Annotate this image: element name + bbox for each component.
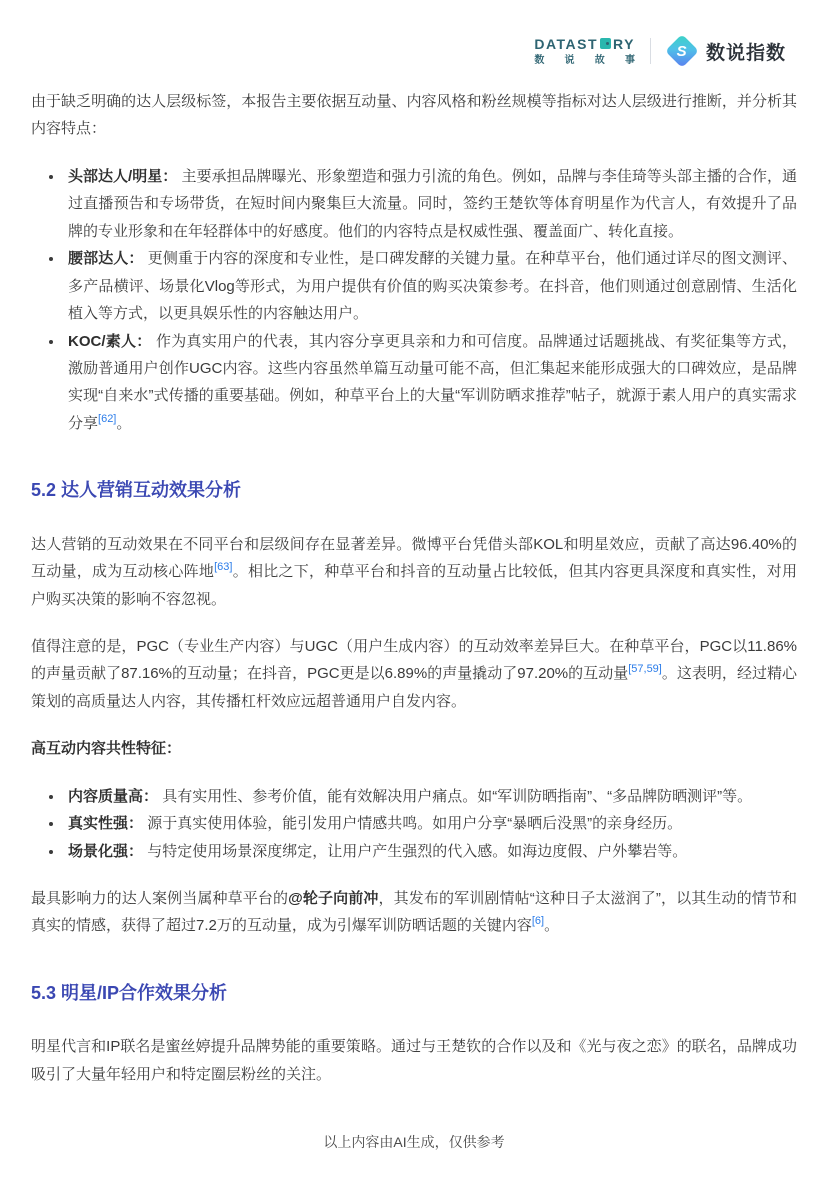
intro-paragraph: 由于缺乏明确的达人层级标签，本报告主要依据互动量、内容风格和粉丝规模等指标对达人层级进行推断，并分析其内容特点： (31, 93, 797, 138)
list-item-top-tier (64, 163, 797, 245)
citation-link-6[interactable]: [6] (531, 915, 545, 928)
datastory-cn-char: 数 (534, 54, 545, 66)
datastory-cn-char: 故 (594, 54, 605, 66)
paragraph-interaction-overview: 达人营销的互动效果在不同平台和层级间存在显著差异。微博平台凭借头部KOL和明星效应，贡献了高达96.40%的互动量，成为互动核心阵地[63]。相比之下，种草平台和抖音的互动量占比较低，但其内容更具深度和真实性，对用户购买决策的影响不容忽视。 (31, 535, 797, 608)
paragraph-pgc-ugc: 值得注意的是，PGC（专业生产内容）与UGC（用户生成内容）的互动效率差异巨大。在种草平台，PGC以11.86%的声量贡献了87.16%的互动量；在抖音，PGC更是以6.89%的声量撬动了97.20%的互动量[57,59]。这表明，经过精心策划的高质量达人内容，其传播杠杆效应远超普通用户自发内容。 (31, 637, 797, 710)
datastory-cn-char: 事 (624, 54, 635, 66)
talent-tier-list (31, 163, 797, 437)
tier-label: 头部达人/明星： (68, 167, 178, 185)
list-item-quality (64, 783, 797, 810)
trait-label: 内容质量高： (68, 787, 159, 805)
influencer-handle: @轮子向前冲 (288, 890, 379, 908)
trait-body: 与特定使用场景深度绑定，让用户产生强烈的代入感。如海边度假、户外攀岩等。 (147, 842, 688, 860)
datastory-cn-name (534, 56, 635, 66)
trait-label: 真实性强： (68, 815, 144, 833)
datastory-wordmark (534, 37, 635, 51)
shushuo-index-icon: S (665, 34, 699, 68)
tier-label: KOC/素人： (68, 332, 152, 350)
list-item-koc-tier (64, 328, 797, 438)
tier-body-tail: 。 (116, 414, 132, 432)
tier-body: 更侧重于内容的深度和专业性，是口碑发酵的关键力量。在种草平台，他们通过详尽的图文测评、多产品横评、场景化Vlog等形式，为用户提供有价值的购买决策参考。在抖音，他们则通过创意剧情、生活化植入等方式，以更具娱乐性的内容触达用户。 (68, 250, 797, 323)
trait-body: 具有实用性、参考价值，能有效解决用户痛点。如“军训防晒指南”、“多品牌防晒测评”等。 (162, 787, 753, 805)
ai-disclaimer: 以上内容由AI生成，仅供参考 (323, 1134, 505, 1151)
shushuo-index-logo (666, 35, 786, 67)
paragraph-celebrity-ip: 明星代言和IP联名是蜜丝婷提升品牌势能的重要策略。通过与王楚钦的合作以及和《光与夜之恋》的联名，品牌成功吸引了大量年轻用户和特定圈层粉丝的关注。 (31, 1038, 797, 1083)
datastory-word-part1: DATAST (534, 35, 599, 52)
datastory-o-icon (600, 38, 611, 49)
page-header (0, 0, 828, 72)
traits-heading: 高互动内容共性特征： (31, 740, 182, 758)
citation-link-63[interactable]: [63] (214, 561, 233, 574)
tier-body: 作为真实用户的代表，其内容分享更具亲和力和可信度。品牌通过话题挑战、有奖征集等方式，激励普通用户创作UGC内容。这些内容虽然单篇互动量可能不高，但汇集起来能形成强大的口碑效应，是品牌实现“自来水”式传播的重要基础。例如，种草平台上的大量“军训防晒求推荐”帖子，就源于素人用户的真实需求分享 (68, 332, 797, 432)
datastory-cn-char: 说 (564, 54, 575, 66)
trait-body: 源于真实使用体验，能引发用户情感共鸣。如用户分享“暴晒后没黑”的亲身经历。 (147, 815, 683, 833)
list-item-authenticity (64, 810, 797, 837)
tier-label: 腰部达人： (68, 250, 144, 268)
header-divider (650, 38, 651, 64)
citation-link-62[interactable]: [62] (98, 412, 117, 425)
list-item-scenario (64, 838, 797, 865)
section-title-5-3: 5.3 明星/IP合作效果分析 (31, 982, 228, 1003)
citation-link-57-59[interactable]: [57,59] (628, 663, 662, 676)
shushuo-index-logo-text: 数说指数 (705, 42, 786, 64)
traits-list (31, 783, 797, 865)
section-title-5-2: 5.2 达人营销互动效果分析 (31, 480, 242, 501)
paragraph-case-study: 最具影响力的达人案例当属种草平台的@轮子向前冲，其发布的军训剧情帖“这种日子太滋润了”，以其生动的情节和真实的情感，获得了超过7.2万的互动量，成为引爆军训防晒话题的关键内容[6]。 (31, 890, 797, 935)
list-item-mid-tier (64, 245, 797, 327)
trait-label: 场景化强： (68, 842, 144, 860)
datastory-logo (534, 37, 635, 66)
tier-body: 主要承担品牌曝光、形象塑造和强力引流的角色。例如，品牌与李佳琦等头部主播的合作，通过直播预告和专场带货，在短时间内聚集巨大流量。同时，签约王楚钦等体育明星作为代言人，有效提升了品牌的专业形象和在年轻群体中的好感度。他们的内容特点是权威性强、覆盖面广、转化直接。 (68, 167, 797, 240)
report-body (0, 72, 828, 1108)
datastory-word-part2: RY (613, 35, 635, 52)
